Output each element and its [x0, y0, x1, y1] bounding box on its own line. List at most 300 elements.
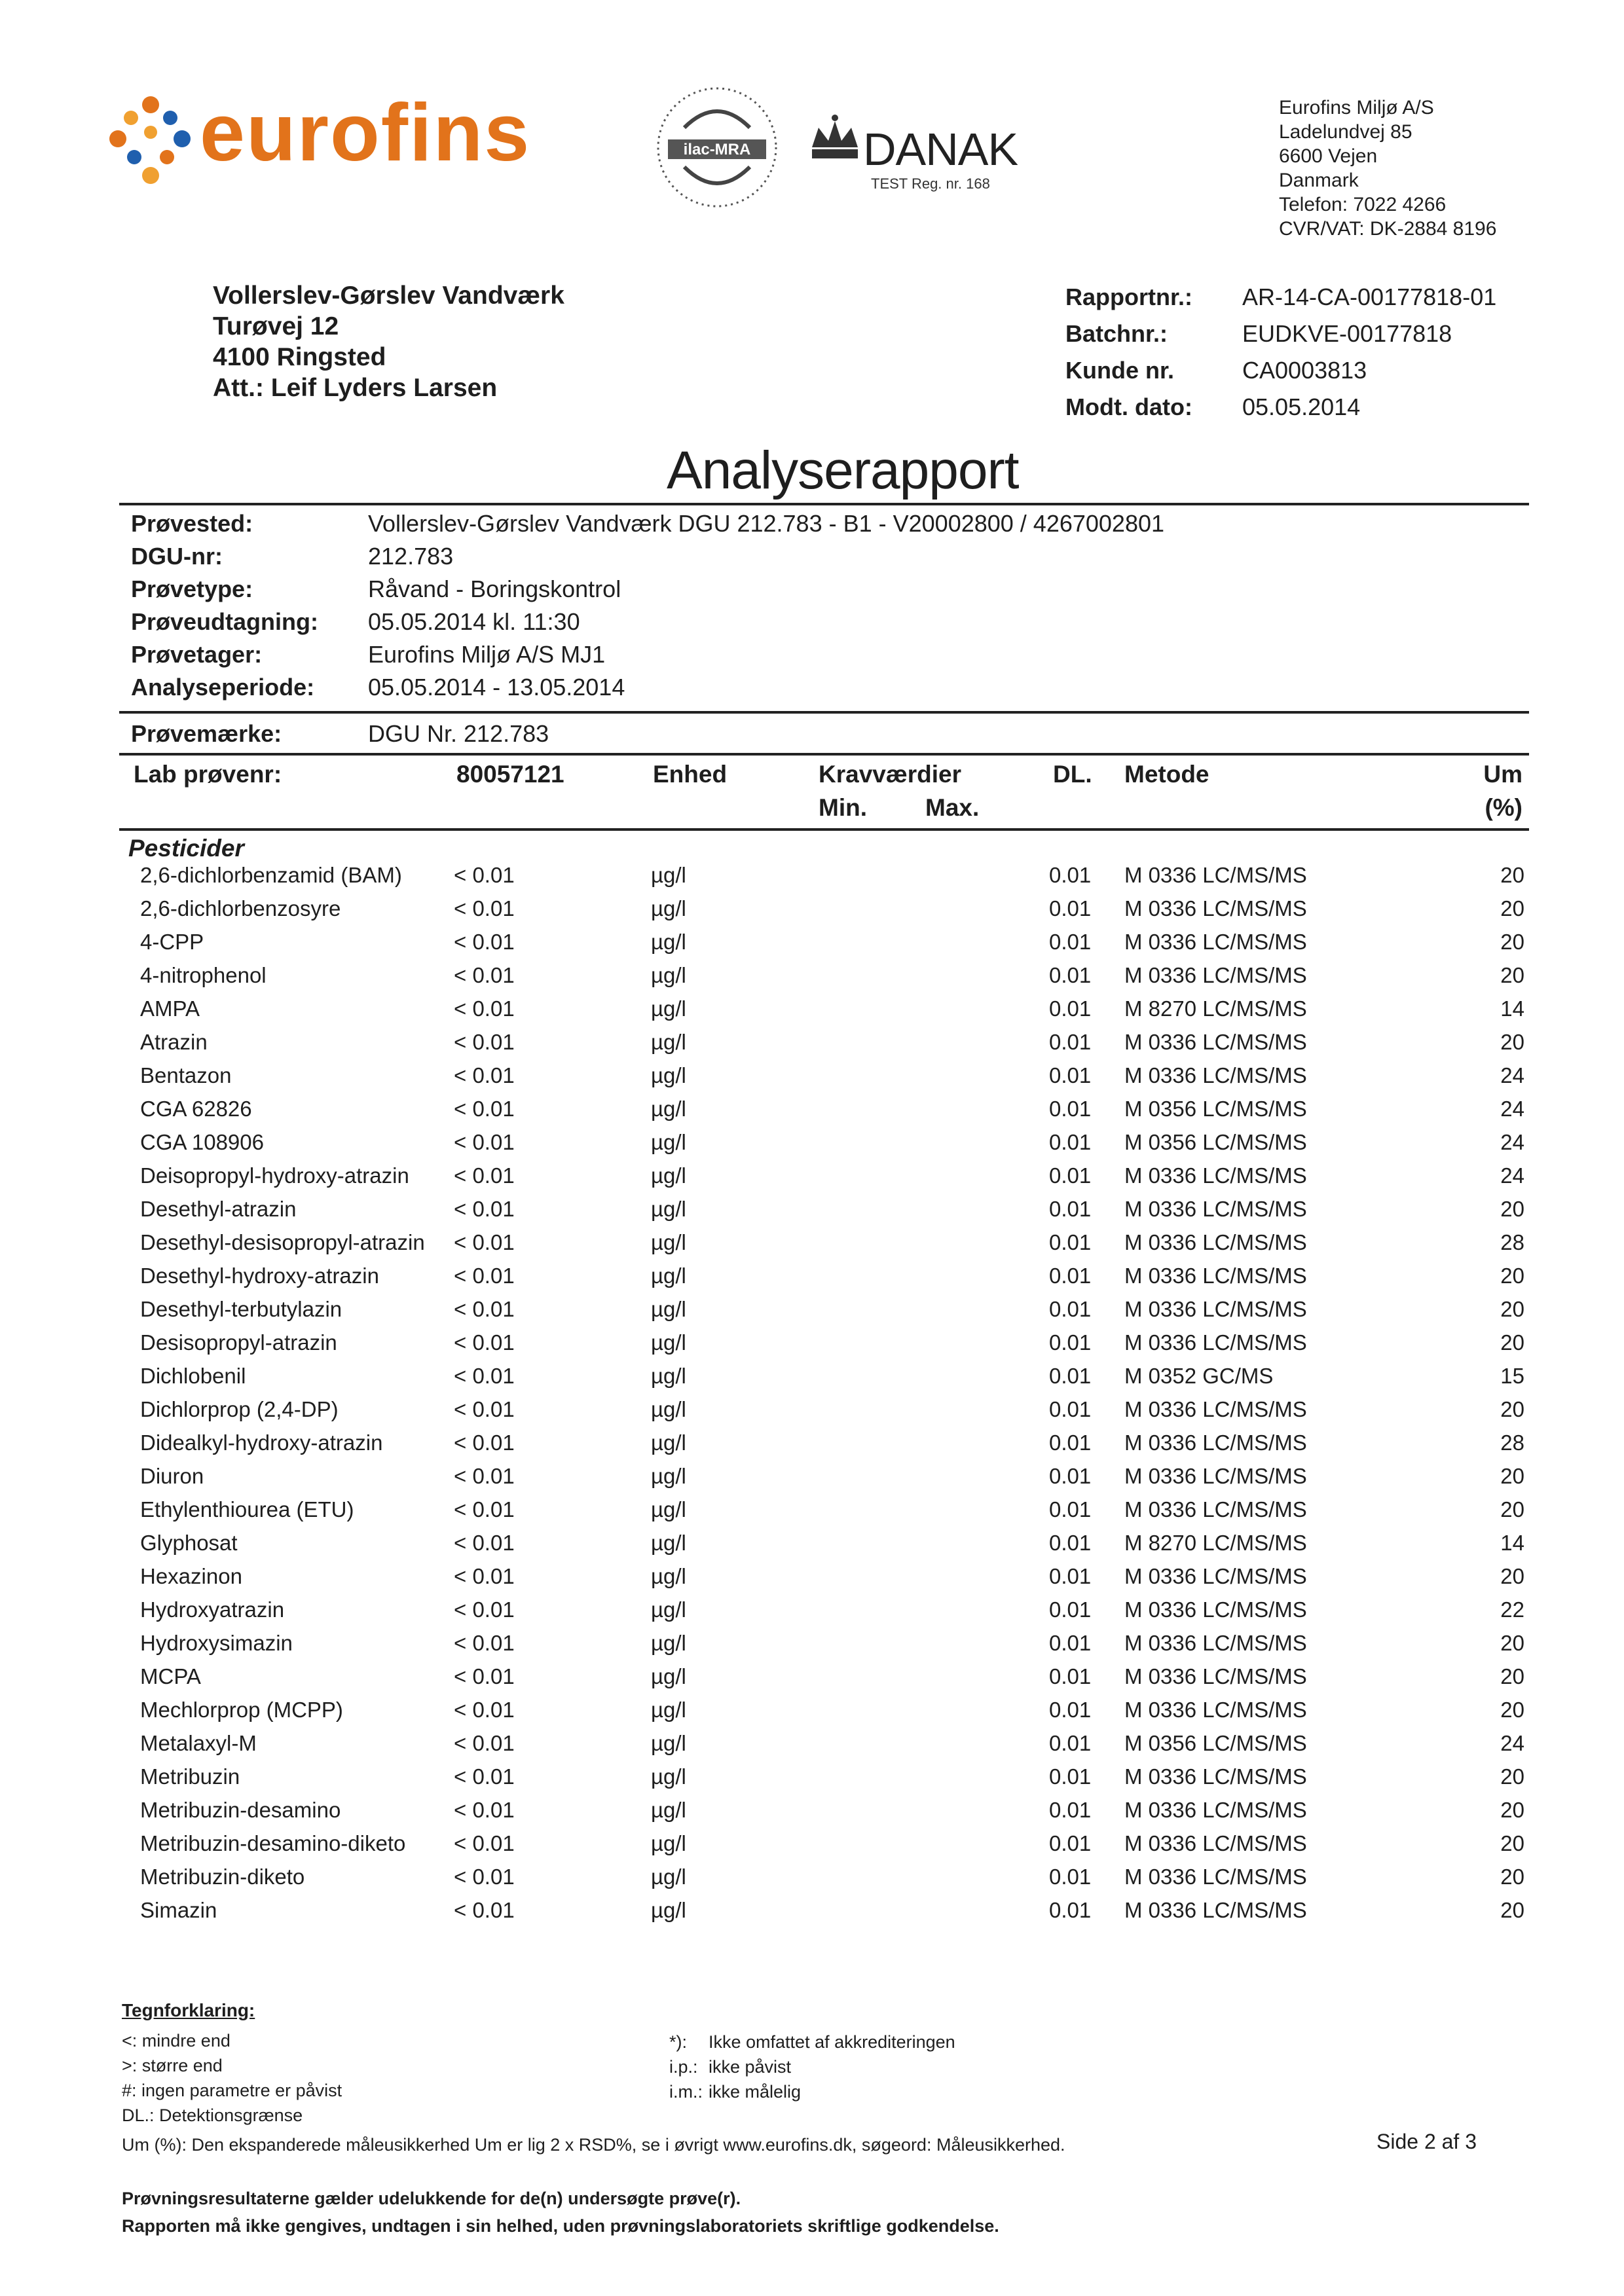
cell-method: M 0336 LC/MS/MS	[1124, 1597, 1307, 1622]
cell-um: 20	[1500, 896, 1524, 920]
eurofins-logo	[105, 88, 531, 190]
batch-label: Batchnr.:	[1065, 320, 1168, 347]
table-row	[0, 1531, 1624, 1564]
cell-method: M 0336 LC/MS/MS	[1124, 930, 1307, 954]
col-method-header: Metode	[1124, 761, 1209, 788]
company-line: Telefon: 7022 4266	[1279, 194, 1447, 215]
table-row	[0, 1230, 1624, 1264]
meta-value: Råvand - Boringskontrol	[368, 575, 621, 602]
cell-method: M 0336 LC/MS/MS	[1124, 1163, 1307, 1188]
cell-method: M 0336 LC/MS/MS	[1124, 1464, 1307, 1488]
rapport-label: Rapportnr.:	[1065, 283, 1192, 310]
cell-method: M 0336 LC/MS/MS	[1124, 1698, 1307, 1722]
report-references	[1065, 279, 1496, 426]
cell-um: 20	[1500, 1197, 1524, 1221]
cell-dl: 0.01	[1049, 1464, 1092, 1488]
batch-value: EUDKVE-00177818	[1242, 320, 1452, 347]
cell-value: < 0.01	[454, 1731, 515, 1755]
ilac-label: ilac-MRA	[683, 141, 751, 158]
cell-unit: µg/l	[651, 1698, 686, 1722]
legend	[122, 1998, 342, 2128]
table-row	[0, 996, 1624, 1030]
cell-value: < 0.01	[454, 963, 515, 987]
cell-dl: 0.01	[1049, 1197, 1092, 1221]
cell-dl: 0.01	[1049, 1698, 1092, 1722]
table-row	[0, 1397, 1624, 1430]
eurofins-dots-icon	[105, 92, 196, 190]
modt-value: 05.05.2014	[1242, 393, 1361, 420]
cell-unit: µg/l	[651, 1464, 686, 1488]
cell-method: M 0336 LC/MS/MS	[1124, 1898, 1307, 1922]
mark-value: DGU Nr. 212.783	[368, 720, 549, 747]
meta-value: Eurofins Miljø A/S MJ1	[368, 641, 606, 668]
cell-unit: µg/l	[651, 1397, 686, 1421]
cell-value: < 0.01	[454, 1197, 515, 1221]
cell-value: < 0.01	[454, 930, 515, 954]
cell-name: Ethylenthiourea (ETU)	[140, 1497, 354, 1522]
cell-um: 20	[1500, 863, 1524, 887]
cell-name: CGA 62826	[140, 1097, 252, 1121]
table-row	[0, 863, 1624, 896]
table-row	[0, 1097, 1624, 1130]
cell-method: M 0336 LC/MS/MS	[1124, 1865, 1307, 1889]
cell-method: M 0336 LC/MS/MS	[1124, 1631, 1307, 1655]
company-line: Eurofins Miljø A/S	[1279, 97, 1434, 118]
col-dl-header: DL.	[1053, 761, 1092, 788]
cell-name: Desethyl-terbutylazin	[140, 1297, 342, 1321]
cell-unit: µg/l	[651, 1564, 686, 1588]
mark-label: Prøvemærke:	[131, 720, 282, 747]
cell-name: Glyphosat	[140, 1531, 238, 1555]
cell-dl: 0.01	[1049, 930, 1092, 954]
cell-name: Metribuzin	[140, 1764, 240, 1789]
cell-value: < 0.01	[454, 1698, 515, 1722]
company-address	[1279, 96, 1496, 241]
cell-unit: µg/l	[651, 1063, 686, 1087]
cell-um: 28	[1500, 1230, 1524, 1254]
danak-crown-icon	[805, 111, 864, 170]
cell-method: M 0356 LC/MS/MS	[1124, 1097, 1307, 1121]
cell-name: Hexazinon	[140, 1564, 242, 1588]
cell-dl: 0.01	[1049, 1865, 1092, 1889]
cell-method: M 0336 LC/MS/MS	[1124, 1497, 1307, 1522]
cell-dl: 0.01	[1049, 1564, 1092, 1588]
cell-unit: µg/l	[651, 863, 686, 887]
cell-um: 20	[1500, 1698, 1524, 1722]
cell-method: M 0336 LC/MS/MS	[1124, 1798, 1307, 1822]
page-number: Side 2 af 3	[1376, 2130, 1477, 2153]
cell-dl: 0.01	[1049, 1597, 1092, 1622]
cell-value: < 0.01	[454, 1397, 515, 1421]
cell-name: Metribuzin-desamino	[140, 1798, 341, 1822]
cell-dl: 0.01	[1049, 896, 1092, 920]
cell-unit: µg/l	[651, 1798, 686, 1822]
cell-value: < 0.01	[454, 1264, 515, 1288]
meta-value: 05.05.2014 - 13.05.2014	[368, 674, 625, 701]
cell-um: 20	[1500, 1831, 1524, 1855]
meta-label: Analyseperiode:	[131, 674, 315, 701]
cell-dl: 0.01	[1049, 1497, 1092, 1522]
meta-value: 05.05.2014 kl. 11:30	[368, 608, 580, 635]
sample-meta	[131, 507, 1164, 704]
cell-um: 14	[1500, 1531, 1524, 1555]
cell-um: 20	[1500, 963, 1524, 987]
legend-value: Ikke omfattet af akkrediteringen	[709, 2032, 955, 2052]
cell-dl: 0.01	[1049, 863, 1092, 887]
cell-value: < 0.01	[454, 863, 515, 887]
cell-dl: 0.01	[1049, 1531, 1092, 1555]
table-row	[0, 1264, 1624, 1297]
cell-dl: 0.01	[1049, 996, 1092, 1021]
cell-name: 2,6-dichlorbenzosyre	[140, 896, 341, 920]
table-row	[0, 1631, 1624, 1664]
cell-name: Dichlorprop (2,4-DP)	[140, 1397, 339, 1421]
table-row	[0, 1297, 1624, 1330]
table-row	[0, 1430, 1624, 1464]
cell-dl: 0.01	[1049, 1163, 1092, 1188]
client-line: 4100 Ringsted	[213, 343, 386, 371]
cell-um: 15	[1500, 1364, 1524, 1388]
cell-name: AMPA	[140, 996, 200, 1021]
table-row	[0, 1764, 1624, 1798]
cell-unit: µg/l	[651, 1764, 686, 1789]
table-row	[0, 1497, 1624, 1531]
cell-name: Desethyl-desisopropyl-atrazin	[140, 1230, 425, 1254]
cell-dl: 0.01	[1049, 1764, 1092, 1789]
danak-wordmark: DANAK	[863, 124, 1018, 175]
cell-value: < 0.01	[454, 1230, 515, 1254]
table-row	[0, 1130, 1624, 1163]
cell-unit: µg/l	[651, 1130, 686, 1154]
cell-unit: µg/l	[651, 1664, 686, 1688]
cell-um: 24	[1500, 1063, 1524, 1087]
cell-dl: 0.01	[1049, 1264, 1092, 1288]
footer-line: Prøvningsresultaterne gælder udelukkende for de(n) undersøgte prøve(r).	[122, 2189, 741, 2208]
table-row	[0, 1063, 1624, 1097]
cell-unit: µg/l	[651, 896, 686, 920]
table-row	[0, 1564, 1624, 1597]
cell-method: M 0336 LC/MS/MS	[1124, 896, 1307, 920]
legend-item: >: større end	[122, 2056, 223, 2075]
cell-value: < 0.01	[454, 1497, 515, 1522]
cell-value: < 0.01	[454, 1898, 515, 1922]
cell-name: CGA 108906	[140, 1130, 264, 1154]
cell-name: Hydroxyatrazin	[140, 1597, 285, 1622]
cell-dl: 0.01	[1049, 1731, 1092, 1755]
cell-unit: µg/l	[651, 1163, 686, 1188]
cell-um: 20	[1500, 1497, 1524, 1522]
cell-name: Hydroxysimazin	[140, 1631, 293, 1655]
divider	[119, 828, 1529, 831]
cell-unit: µg/l	[651, 1531, 686, 1555]
cell-um: 20	[1500, 1898, 1524, 1922]
company-line: Ladelundvej 85	[1279, 121, 1412, 143]
legend-title: Tegnforklaring:	[122, 2000, 255, 2020]
table-row	[0, 1163, 1624, 1197]
client-line: Vollerslev-Gørslev Vandværk	[213, 282, 564, 310]
cell-um: 20	[1500, 1297, 1524, 1321]
cell-name: Atrazin	[140, 1030, 208, 1054]
cell-dl: 0.01	[1049, 1030, 1092, 1054]
cell-value: < 0.01	[454, 1297, 515, 1321]
cell-um: 20	[1500, 1764, 1524, 1789]
table-row	[0, 1364, 1624, 1397]
cell-value: < 0.01	[454, 1464, 515, 1488]
cell-method: M 0336 LC/MS/MS	[1124, 1297, 1307, 1321]
sample-mark	[131, 720, 549, 748]
cell-value: < 0.01	[454, 1163, 515, 1188]
cell-unit: µg/l	[651, 963, 686, 987]
table-row	[0, 1731, 1624, 1764]
cell-dl: 0.01	[1049, 1430, 1092, 1455]
cell-value: < 0.01	[454, 1597, 515, 1622]
table-row	[0, 896, 1624, 930]
cell-method: M 0352 GC/MS	[1124, 1364, 1274, 1388]
cell-dl: 0.01	[1049, 1230, 1092, 1254]
cell-unit: µg/l	[651, 1230, 686, 1254]
cell-name: Simazin	[140, 1898, 217, 1922]
cell-dl: 0.01	[1049, 1798, 1092, 1822]
meta-value: Vollerslev-Gørslev Vandværk DGU 212.783 - B1 - V20002800 / 4267002801	[368, 510, 1165, 537]
cell-um: 20	[1500, 1865, 1524, 1889]
cell-name: 4-CPP	[140, 930, 204, 954]
client-line: Att.: Leif Lyders Larsen	[213, 374, 498, 402]
cell-unit: µg/l	[651, 1430, 686, 1455]
cell-method: M 0336 LC/MS/MS	[1124, 963, 1307, 987]
divider	[119, 503, 1529, 505]
cell-method: M 0336 LC/MS/MS	[1124, 1264, 1307, 1288]
cell-name: Diuron	[140, 1464, 204, 1488]
col-lab-header: Lab prøvenr:	[134, 761, 282, 788]
cell-unit: µg/l	[651, 1497, 686, 1522]
cell-value: < 0.01	[454, 1330, 515, 1355]
col-um-header: Um	[1483, 761, 1522, 788]
col-max-header: Max.	[925, 794, 980, 821]
cell-name: Dichlobenil	[140, 1364, 246, 1388]
legend-item: #: ingen parametre er påvist	[122, 2081, 342, 2100]
cell-unit: µg/l	[651, 996, 686, 1021]
divider	[119, 753, 1529, 756]
cell-unit: µg/l	[651, 1197, 686, 1221]
cell-dl: 0.01	[1049, 1364, 1092, 1388]
cell-um: 20	[1500, 1798, 1524, 1822]
cell-value: < 0.01	[454, 1831, 515, 1855]
cell-dl: 0.01	[1049, 1063, 1092, 1087]
meta-label: Prøvetype:	[131, 575, 253, 602]
cell-method: M 0336 LC/MS/MS	[1124, 1664, 1307, 1688]
meta-value: 212.783	[368, 543, 454, 570]
legend-value: ikke målelig	[709, 2082, 802, 2102]
legend-item: <: mindre end	[122, 2031, 231, 2050]
cell-value: < 0.01	[454, 1798, 515, 1822]
cell-method: M 0356 LC/MS/MS	[1124, 1130, 1307, 1154]
table-row	[0, 963, 1624, 996]
col-min-header: Min.	[819, 794, 867, 821]
legend-value: ikke påvist	[709, 2057, 792, 2077]
cell-name: Desethyl-atrazin	[140, 1197, 297, 1221]
cell-value: < 0.01	[454, 1097, 515, 1121]
meta-label: Prøveudtagning:	[131, 608, 318, 635]
client-line: Turøvej 12	[213, 312, 339, 340]
cell-dl: 0.01	[1049, 963, 1092, 987]
ilac-mra-seal-icon	[648, 82, 786, 213]
cell-value: < 0.01	[454, 996, 515, 1021]
cell-name: Desethyl-hydroxy-atrazin	[140, 1264, 379, 1288]
cell-unit: µg/l	[651, 1364, 686, 1388]
eurofins-wordmark: eurofins	[200, 88, 531, 178]
divider	[119, 711, 1529, 714]
cell-um: 28	[1500, 1430, 1524, 1455]
cell-method: M 0336 LC/MS/MS	[1124, 1564, 1307, 1588]
cell-um: 14	[1500, 996, 1524, 1021]
cell-dl: 0.01	[1049, 1631, 1092, 1655]
page-title: Analyserapport	[667, 441, 1019, 500]
cell-name: Metribuzin-diketo	[140, 1865, 305, 1889]
cell-um: 20	[1500, 1664, 1524, 1688]
cell-unit: µg/l	[651, 1631, 686, 1655]
table-row	[0, 1197, 1624, 1230]
cell-unit: µg/l	[651, 1330, 686, 1355]
cell-um: 20	[1500, 1564, 1524, 1588]
cell-method: M 8270 LC/MS/MS	[1124, 1531, 1307, 1555]
cell-dl: 0.01	[1049, 1831, 1092, 1855]
cell-method: M 8270 LC/MS/MS	[1124, 996, 1307, 1021]
kunde-label: Kunde nr.	[1065, 357, 1175, 384]
cell-um: 24	[1500, 1097, 1524, 1121]
cell-name: Metalaxyl-M	[140, 1731, 257, 1755]
cell-method: M 0336 LC/MS/MS	[1124, 1330, 1307, 1355]
col-um-pct-header: (%)	[1485, 794, 1522, 821]
cell-dl: 0.01	[1049, 1130, 1092, 1154]
table-row	[0, 1597, 1624, 1631]
meta-label: DGU-nr:	[131, 543, 223, 570]
cell-um: 20	[1500, 930, 1524, 954]
cell-method: M 0336 LC/MS/MS	[1124, 1397, 1307, 1421]
table-row	[0, 1898, 1624, 1931]
section-title: Pesticider	[128, 835, 244, 862]
cell-um: 22	[1500, 1597, 1524, 1622]
table-row	[0, 1698, 1624, 1731]
cell-dl: 0.01	[1049, 1297, 1092, 1321]
cell-unit: µg/l	[651, 1097, 686, 1121]
table-row	[0, 1030, 1624, 1063]
cell-um: 24	[1500, 1130, 1524, 1154]
cell-name: Metribuzin-desamino-diketo	[140, 1831, 406, 1855]
cell-dl: 0.01	[1049, 1664, 1092, 1688]
cell-value: < 0.01	[454, 1631, 515, 1655]
cell-value: < 0.01	[454, 1430, 515, 1455]
legend-item: DL.: Detektionsgrænse	[122, 2105, 303, 2125]
cell-value: < 0.01	[454, 1865, 515, 1889]
cell-method: M 0356 LC/MS/MS	[1124, 1731, 1307, 1755]
cell-unit: µg/l	[651, 1264, 686, 1288]
cell-um: 20	[1500, 1264, 1524, 1288]
cell-um: 20	[1500, 1397, 1524, 1421]
cell-name: Mechlorprop (MCPP)	[140, 1698, 343, 1722]
cell-unit: µg/l	[651, 1898, 686, 1922]
cell-value: < 0.01	[454, 1564, 515, 1588]
footer-line: Rapporten må ikke gengives, undtagen i sin helhed, uden prøvningslaboratoriets skriftlige godkendelse.	[122, 2216, 999, 2236]
cell-method: M 0336 LC/MS/MS	[1124, 1030, 1307, 1054]
cell-name: Deisopropyl-hydroxy-atrazin	[140, 1163, 409, 1188]
cell-name: 4-nitrophenol	[140, 963, 267, 987]
cell-value: < 0.01	[454, 1664, 515, 1688]
cell-name: Didealkyl-hydroxy-atrazin	[140, 1430, 383, 1455]
cell-method: M 0336 LC/MS/MS	[1124, 1430, 1307, 1455]
cell-method: M 0336 LC/MS/MS	[1124, 863, 1307, 887]
cell-value: < 0.01	[454, 1063, 515, 1087]
legend-key: i.p.:	[669, 2057, 698, 2077]
cell-um: 24	[1500, 1731, 1524, 1755]
cell-value: < 0.01	[454, 1030, 515, 1054]
cell-value: < 0.01	[454, 1531, 515, 1555]
cell-um: 24	[1500, 1163, 1524, 1188]
cell-um: 20	[1500, 1030, 1524, 1054]
cell-method: M 0336 LC/MS/MS	[1124, 1831, 1307, 1855]
um-note: Um (%): Den ekspanderede måleusikkerhed Um er lig 2 x RSD%, se i øvrigt www.eurofins.dk, søgeord: Måleusikkerhed.	[122, 2135, 1065, 2155]
legend-key: i.m.:	[669, 2082, 703, 2102]
table-row	[0, 1330, 1624, 1364]
cell-dl: 0.01	[1049, 1330, 1092, 1355]
client-address	[213, 280, 564, 403]
cell-dl: 0.01	[1049, 1898, 1092, 1922]
table-row	[0, 1664, 1624, 1698]
modt-label: Modt. dato:	[1065, 393, 1192, 420]
cell-um: 20	[1500, 1631, 1524, 1655]
table-row	[0, 930, 1624, 963]
cell-name: Desisopropyl-atrazin	[140, 1330, 337, 1355]
rapport-value: AR-14-CA-00177818-01	[1242, 283, 1497, 310]
cell-unit: µg/l	[651, 1030, 686, 1054]
legend-notes	[669, 2030, 955, 2104]
company-line: Danmark	[1279, 170, 1359, 191]
cell-value: < 0.01	[454, 1364, 515, 1388]
kunde-value: CA0003813	[1242, 357, 1367, 384]
danak-registration: TEST Reg. nr. 168	[871, 175, 990, 192]
cell-method: M 0336 LC/MS/MS	[1124, 1197, 1307, 1221]
table-row	[0, 1798, 1624, 1831]
col-unit-header: Enhed	[653, 761, 728, 788]
col-sample-header: 80057121	[456, 761, 564, 788]
cell-name: 2,6-dichlorbenzamid (BAM)	[140, 863, 402, 887]
legend-key: *):	[669, 2032, 687, 2052]
cell-unit: µg/l	[651, 1831, 686, 1855]
meta-label: Prøvetager:	[131, 641, 263, 668]
cell-method: M 0336 LC/MS/MS	[1124, 1063, 1307, 1087]
meta-label: Prøvested:	[131, 510, 253, 537]
cell-method: M 0336 LC/MS/MS	[1124, 1230, 1307, 1254]
cell-dl: 0.01	[1049, 1397, 1092, 1421]
cell-dl: 0.01	[1049, 1097, 1092, 1121]
cell-name: MCPA	[140, 1664, 201, 1688]
cell-unit: µg/l	[651, 930, 686, 954]
cell-um: 20	[1500, 1330, 1524, 1355]
cell-value: < 0.01	[454, 1764, 515, 1789]
table-row	[0, 1831, 1624, 1865]
table-row	[0, 1464, 1624, 1497]
cell-um: 20	[1500, 1464, 1524, 1488]
cell-method: M 0336 LC/MS/MS	[1124, 1764, 1307, 1789]
table-row	[0, 1865, 1624, 1898]
cell-unit: µg/l	[651, 1297, 686, 1321]
cell-unit: µg/l	[651, 1865, 686, 1889]
col-krav-header: Kravværdier	[819, 761, 962, 788]
footer-notice	[122, 2185, 999, 2240]
cell-name: Bentazon	[140, 1063, 232, 1087]
company-line: CVR/VAT: DK-2884 8196	[1279, 218, 1497, 240]
cell-value: < 0.01	[454, 896, 515, 920]
cell-value: < 0.01	[454, 1130, 515, 1154]
